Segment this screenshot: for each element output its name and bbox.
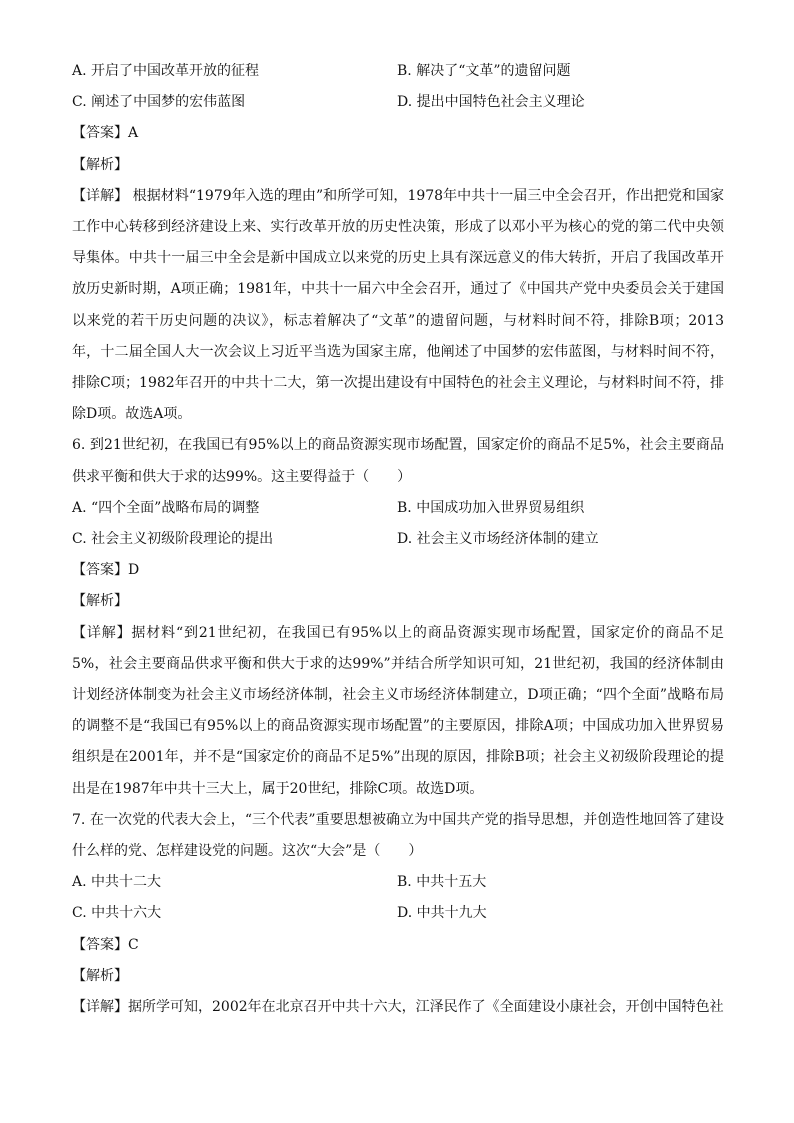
- q6-option-a: A. “四个全面”战略布局的调整: [72, 499, 260, 516]
- q7-answer: 【答案】C: [72, 936, 139, 953]
- q7-detail: 【详解】据所学可知，2002年在北京召开中共十六大，江泽民作了《全面建设小康社会，开创中国特色社: [72, 998, 724, 1015]
- q7-stem: 7. 在一次党的代表大会上，“三个代表”重要思想被确立为中国共产党的指导思想，并创造性地回答了建设什么样的党、怎样建设党的问题。这次“大会”是（ ）: [72, 811, 724, 859]
- q6-options-row-2: [72, 524, 724, 555]
- q5-option-b: B. 解决了“文革”的遗留问题: [397, 63, 571, 79]
- q6-stem: 6. 到21世纪初，在我国已有95%以上的商品资源实现市场配置，国家定价的商品不足5%，社会主要商品供求平衡和供大于求的达99%。这主要得益于（ ）: [72, 437, 724, 485]
- q5-option-c: C. 阐述了中国梦的宏伟蓝图: [72, 94, 246, 111]
- q7-option-c: C. 中共十六大: [72, 905, 162, 922]
- q6-options-row-1: [72, 493, 724, 524]
- q6-answer: 【答案】D: [72, 562, 140, 579]
- q6-option-b: B. 中国成功加入世界贸易组织: [397, 499, 585, 516]
- q5-answer: 【答案】A: [72, 125, 139, 142]
- q6-option-c: C. 社会主义初级阶段理论的提出: [72, 530, 274, 547]
- q6-analysis-label: 【解析】: [72, 593, 128, 610]
- q6-detail: 【详解】据材料“到21世纪初，在我国已有95%以上的商品资源实现市场配置，国家定价的商品不足5%，社会主要商品供求平衡和供大于求的达99%”并结合所学知识可知，21世纪初，我国的经济体制由计划经济体制变为社会主义市场经济体制，社会主义市场经济体制建立，D项正确；“四个全面”战略布局的调整不是“我国已有95%以上的商品资源实现市场配置”的主要原因，排除A项；中国成功加入世界贸易组织是在2001年，并不是“国家定价的商品不足5%”出现的原因，排除B项；社会主义初级阶段理论的提出是在1987年中共十三大上，属于20世纪，排除C项。故选D项。: [72, 624, 724, 797]
- q7-option-b: B. 中共十五大: [397, 874, 487, 891]
- q7-option-a: A. 中共十二大: [72, 874, 162, 891]
- q5-options-row-1: [72, 56, 724, 87]
- q7-options-row-1: [72, 867, 724, 898]
- q5-option-d: D. 提出中国特色社会主义理论: [397, 94, 585, 111]
- document-page: [72, 56, 724, 1023]
- q5-options-row-2: [72, 87, 724, 118]
- q7-analysis-label: 【解析】: [72, 967, 128, 984]
- q5-detail: 【详解】 根据材料“1979年入选的理由”和所学可知，1978年中共十一届三中全会召开，作出把党和国家工作中心转移到经济建设上来、实行改革开放的历史性决策，形成了以邓小平为核心的党的第二代中央领导集体。中共十一届三中全会是新中国成立以来党的历史上具有深远意义的伟大转折，开启了我国改革开放历史新时期，A项正确；1981年，中共十一届六中全会召开，通过了《中国共产党中央委员会关于建国以来党的若干历史问题的决议》，标志着解决了“文革”的遗留问题，与材料时间不符，排除B项；2013年，十二届全国人大一次会议上习近平当选为国家主席，他阐述了中国梦的宏伟蓝图，与材料时间不符，排除C项；1982年召开的中共十二大，第一次提出建设有中国特色的社会主义理论，与材料时间不符，排除D项。故选A项。: [72, 187, 724, 423]
- q5-analysis-label: 【解析】: [72, 156, 128, 173]
- q7-options-row-2: [72, 898, 724, 929]
- q6-option-d: D. 社会主义市场经济体制的建立: [397, 530, 599, 547]
- q5-option-a: A. 开启了中国改革开放的征程: [72, 63, 260, 79]
- q7-option-d: D. 中共十九大: [397, 905, 487, 922]
